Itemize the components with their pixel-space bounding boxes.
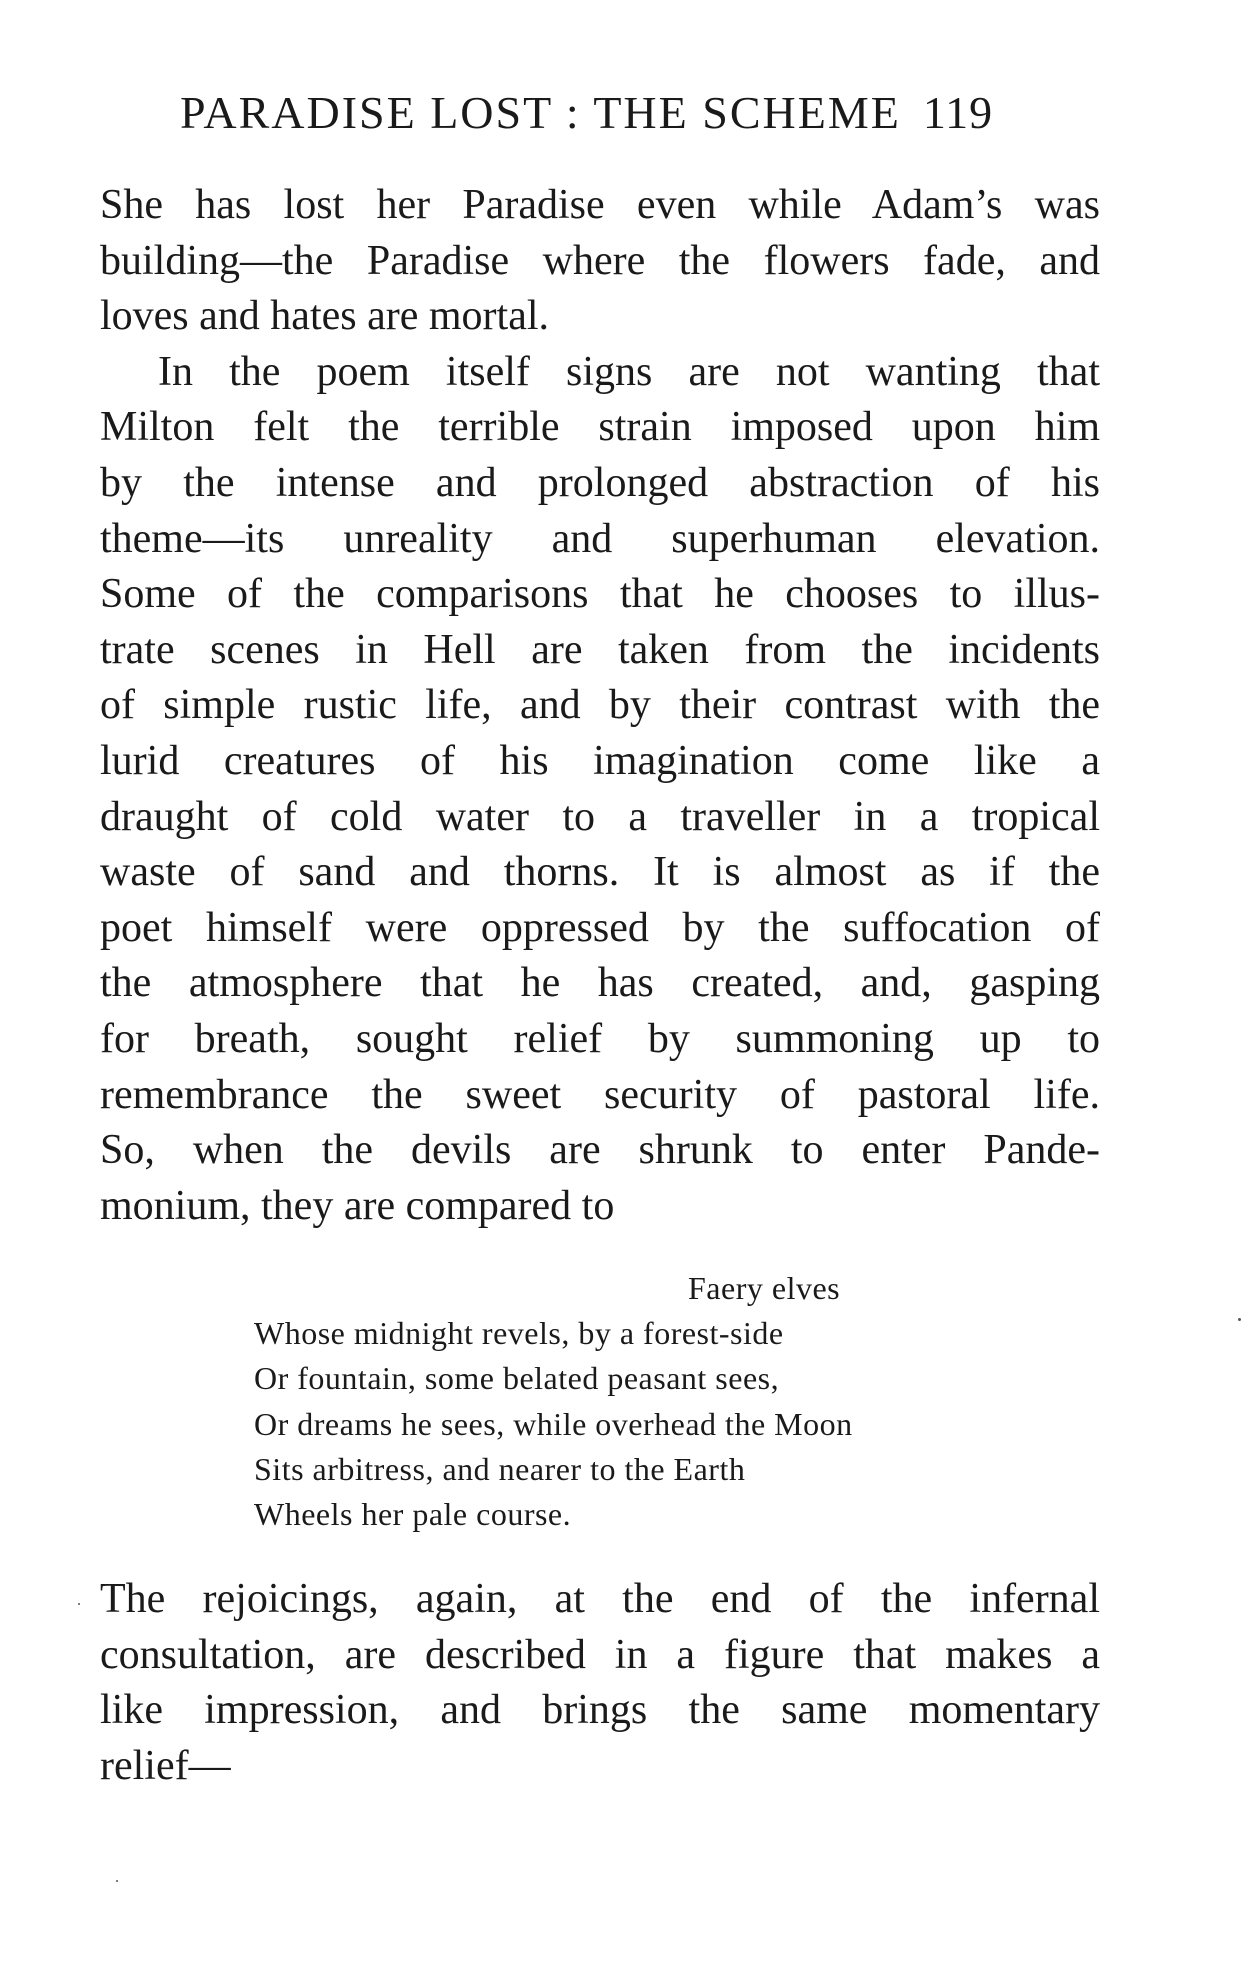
paper-speck xyxy=(116,1880,118,1882)
verse-line: Wheels her pale course. xyxy=(254,1495,572,1532)
text-line: the atmosphere that he has created, and, gasping xyxy=(100,960,1100,1007)
text-line: The rejoicings, again, at the end of the infernal xyxy=(100,1576,1100,1622)
text-line: building—the Paradise where the flowers fade, and xyxy=(100,237,1100,284)
page-number: 119 xyxy=(922,87,994,138)
paper-speck xyxy=(78,1603,80,1605)
text-line: for breath, sought relief by summoning up to xyxy=(100,1015,1100,1062)
text-line: remembrance the sweet security of pastoral life. xyxy=(100,1071,1100,1118)
verse-line: Or fountain, some belated peasant sees, xyxy=(254,1360,780,1397)
text-line: like impression, and brings the same momentary xyxy=(100,1687,1100,1734)
text-line: loves and hates are mortal. xyxy=(100,293,549,340)
text-line: Milton felt the terrible strain imposed upon him xyxy=(100,404,1100,451)
text-line: consultation, are described in a figure that makes a xyxy=(100,1631,1100,1678)
verse-quotation xyxy=(254,1266,1014,1537)
verse-line: Faery elves xyxy=(688,1270,841,1306)
running-head xyxy=(180,86,1100,139)
body-text-top xyxy=(100,178,1100,1234)
text-line: poet himself were oppressed by the suffocation of xyxy=(100,904,1100,951)
verse-line: Sits arbitress, and nearer to the Earth xyxy=(254,1450,746,1487)
verse-line: Or dreams he sees, while overhead the Moon xyxy=(254,1405,853,1442)
text-line: theme—its unreality and superhuman elevation. xyxy=(100,515,1100,562)
running-head-title: PARADISE LOST : THE SCHEME xyxy=(180,87,901,138)
text-line: by the intense and prolonged abstraction of his xyxy=(100,459,1100,506)
text-line: So, when the devils are shrunk to enter Pande- xyxy=(100,1127,1100,1174)
text-line: lurid creatures of his imagination come like a xyxy=(100,737,1100,784)
paper-speck xyxy=(1238,1318,1241,1321)
body-text-bottom xyxy=(100,1572,1100,1794)
text-line: monium, they are compared to xyxy=(100,1182,615,1229)
text-line: of simple rustic life, and by their contrast with the xyxy=(100,682,1100,729)
text-line: draught of cold water to a traveller in a tropical xyxy=(100,793,1100,840)
text-line: waste of sand and thorns. It is almost as if the xyxy=(100,849,1100,896)
text-line: In the poem itself signs are not wanting that xyxy=(158,348,1100,395)
text-line: Some of the comparisons that he chooses to illus- xyxy=(100,571,1100,618)
text-line: trate scenes in Hell are taken from the incidents xyxy=(100,626,1100,673)
text-line: She has lost her Paradise even while Adam’s was xyxy=(100,182,1100,228)
text-line: relief— xyxy=(100,1742,231,1789)
verse-line: Whose midnight revels, by a forest-side xyxy=(254,1315,784,1352)
